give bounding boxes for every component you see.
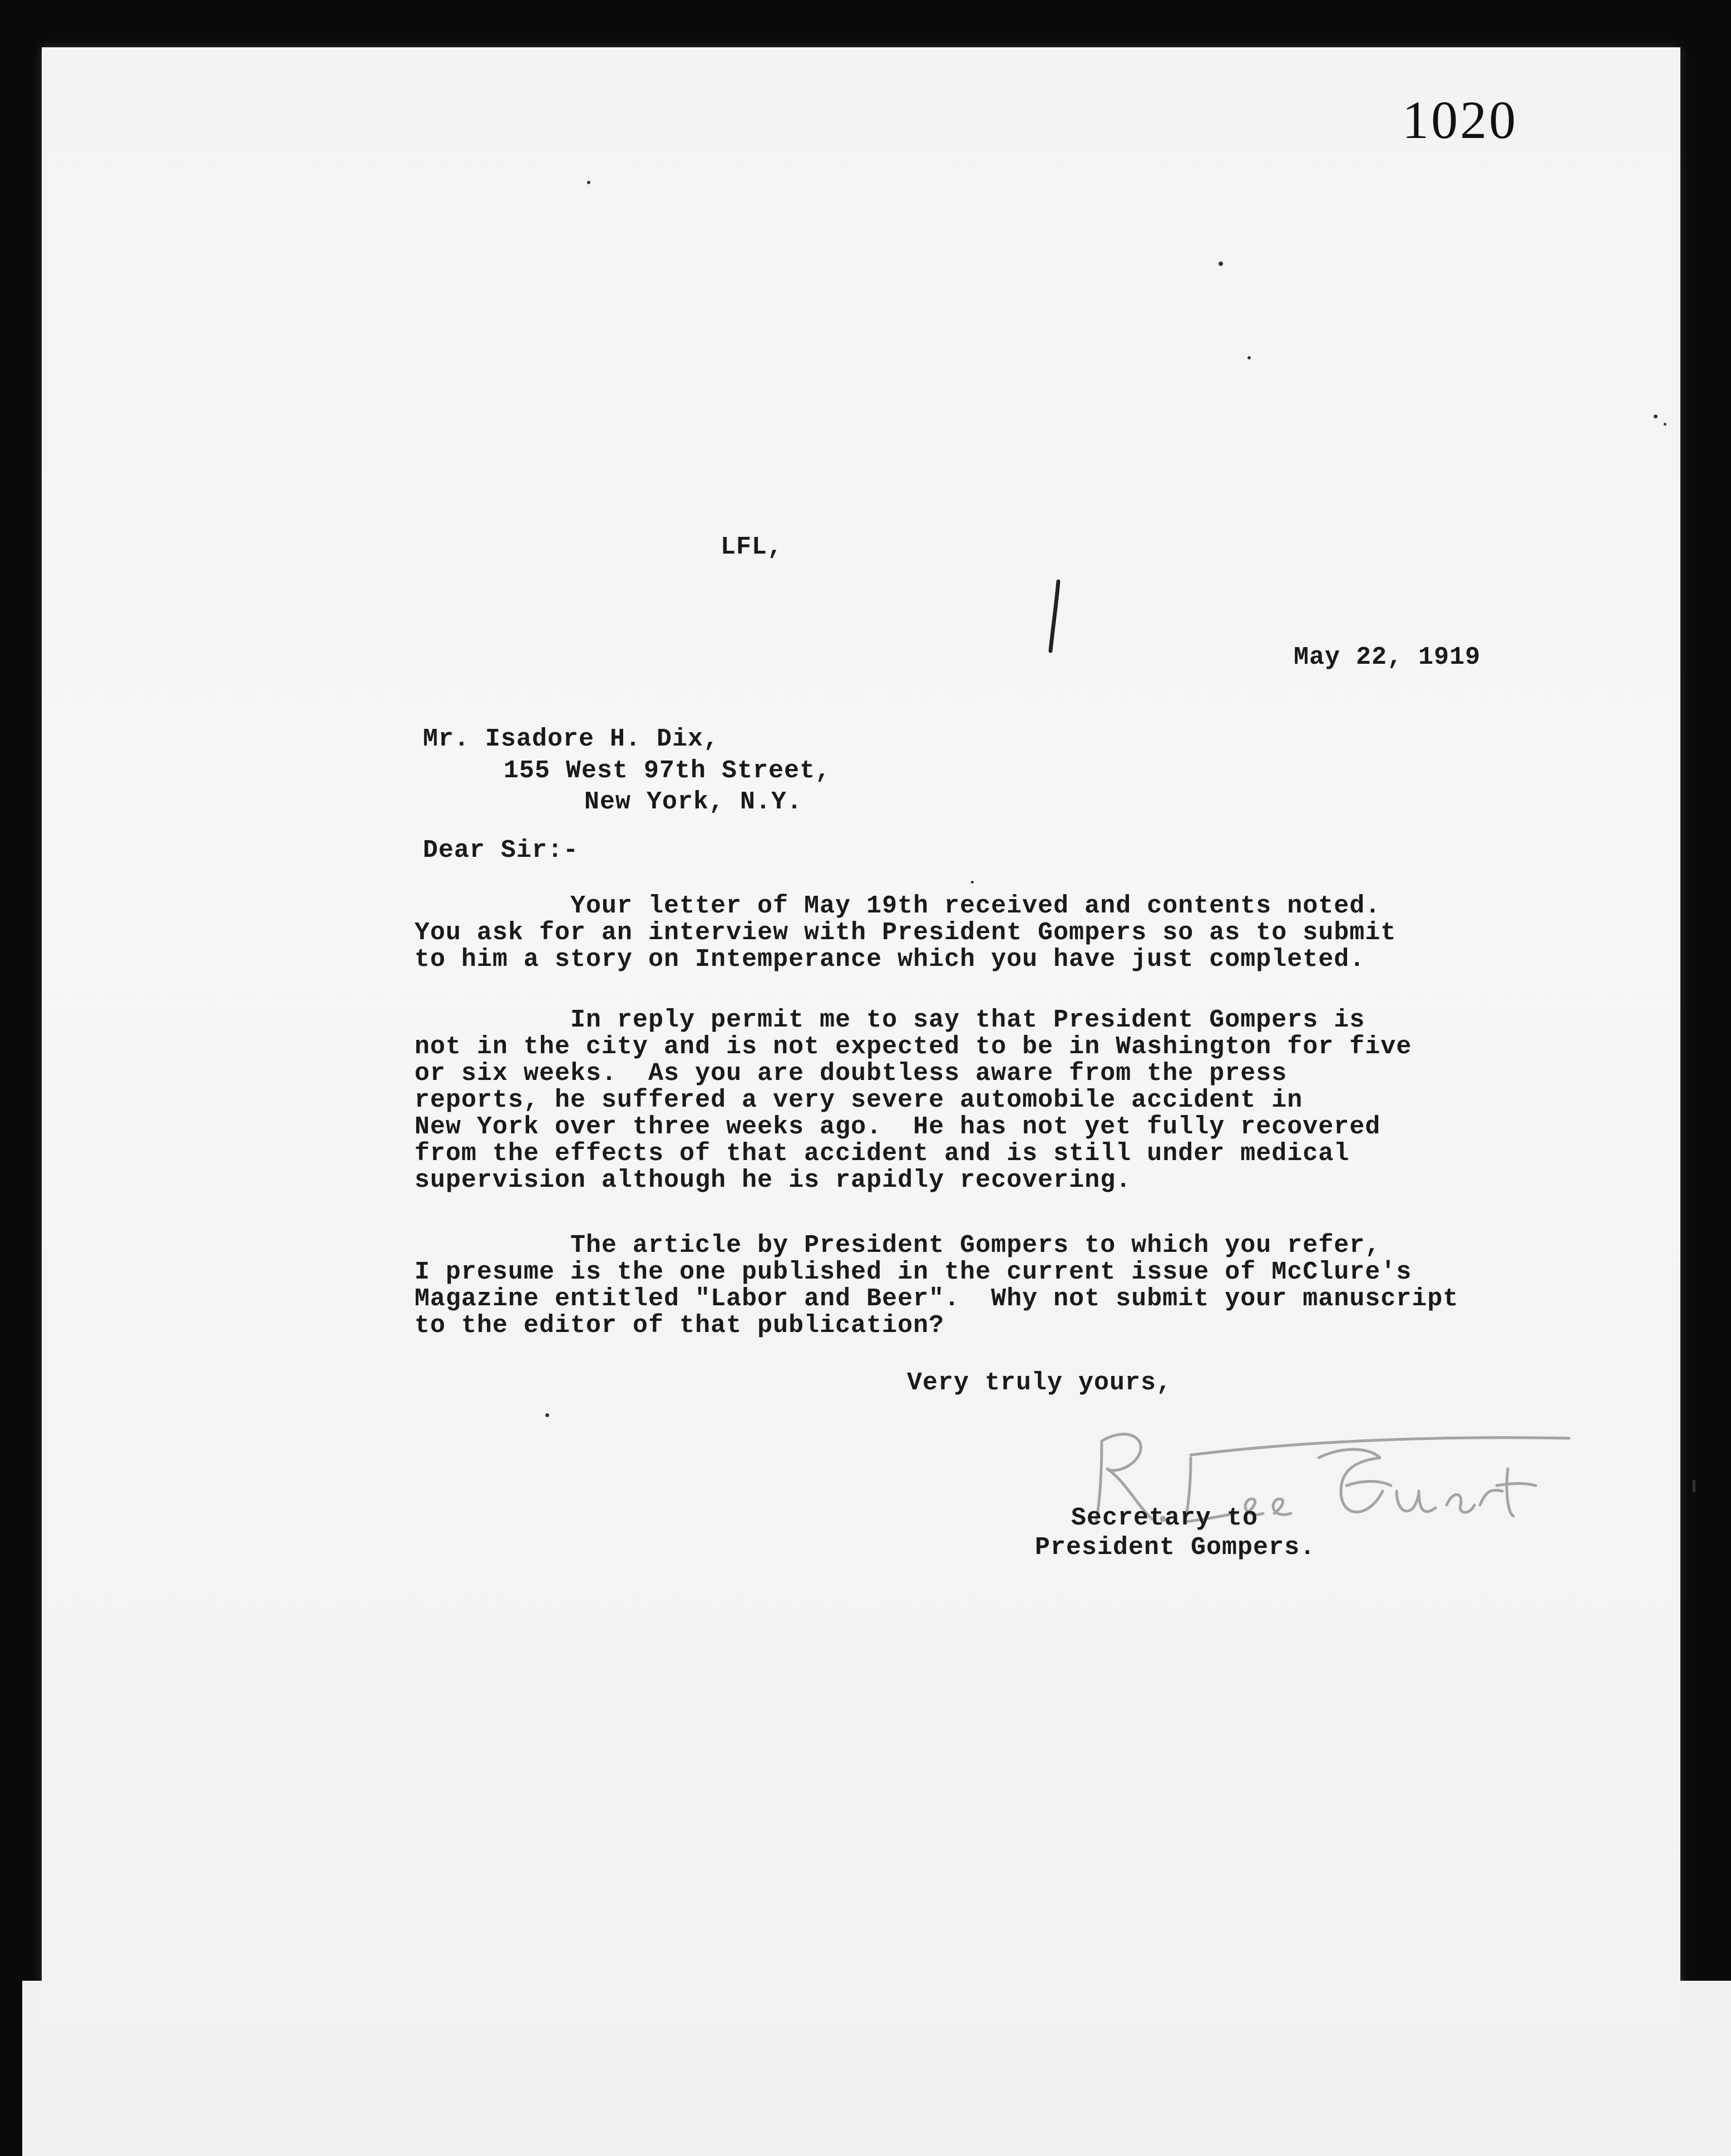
paragraph-line: Magazine entitled "Labor and Beer". Why not submit your manuscript bbox=[415, 1285, 1459, 1313]
paragraph-line: to him a story on Intemperance which you have just completed. bbox=[415, 945, 1365, 974]
signature-title-line-2: President Gompers. bbox=[1035, 1533, 1316, 1562]
recipient-street: 155 West 97th Street, bbox=[504, 757, 831, 785]
paragraph-line: I presume is the one published in the current issue of McClure's bbox=[415, 1258, 1412, 1286]
paragraph-line: supervision although he is rapidly recovering. bbox=[415, 1166, 1132, 1195]
recipient-name: Mr. Isadore H. Dix, bbox=[423, 725, 719, 753]
scan-speck bbox=[971, 881, 974, 884]
scan-speck bbox=[1654, 415, 1658, 418]
paragraph-line: You ask for an interview with President Gompers so as to submit bbox=[415, 919, 1397, 947]
closing: Very truly yours, bbox=[907, 1369, 1172, 1397]
paragraph-line: not in the city and is not expected to be in Washington for five bbox=[415, 1033, 1412, 1061]
paragraph-line: reports, he suffered a very severe automobile accident in bbox=[415, 1086, 1303, 1114]
signature-title-line-1: Secretary to bbox=[1071, 1504, 1259, 1532]
paragraph-line: The article by President Gompers to which you refer, bbox=[415, 1231, 1381, 1260]
paragraph-line: New York over three weeks ago. He has not yet fully recovered bbox=[415, 1113, 1381, 1141]
scan-speck bbox=[587, 181, 590, 184]
paragraph-1 bbox=[415, 893, 1396, 973]
paragraph-line: to the editor of that publication? bbox=[415, 1311, 945, 1340]
paragraph-line: Your letter of May 19th received and contents noted. bbox=[415, 892, 1381, 920]
initials: LFL, bbox=[721, 533, 783, 561]
page-number: 1020 bbox=[1402, 90, 1518, 150]
paragraph-line: or six weeks. As you are doubtless aware from the press bbox=[415, 1059, 1288, 1088]
salutation: Dear Sir:- bbox=[423, 836, 579, 865]
scan-speck bbox=[1247, 356, 1251, 359]
paragraph-3 bbox=[415, 1232, 1458, 1339]
scan-speck bbox=[1664, 423, 1666, 426]
paragraph-line: In reply permit me to say that President Gompers is bbox=[415, 1006, 1365, 1034]
pen-mark bbox=[1046, 579, 1068, 657]
paragraph-2 bbox=[415, 1007, 1412, 1194]
letter-date: May 22, 1919 bbox=[1294, 643, 1481, 672]
scan-speck bbox=[1219, 262, 1223, 266]
recipient-city: New York, N.Y. bbox=[584, 788, 803, 816]
scan-speck bbox=[1693, 1480, 1695, 1492]
scan-speck bbox=[545, 1413, 549, 1417]
paragraph-line: from the effects of that accident and is still under medical bbox=[415, 1139, 1350, 1168]
